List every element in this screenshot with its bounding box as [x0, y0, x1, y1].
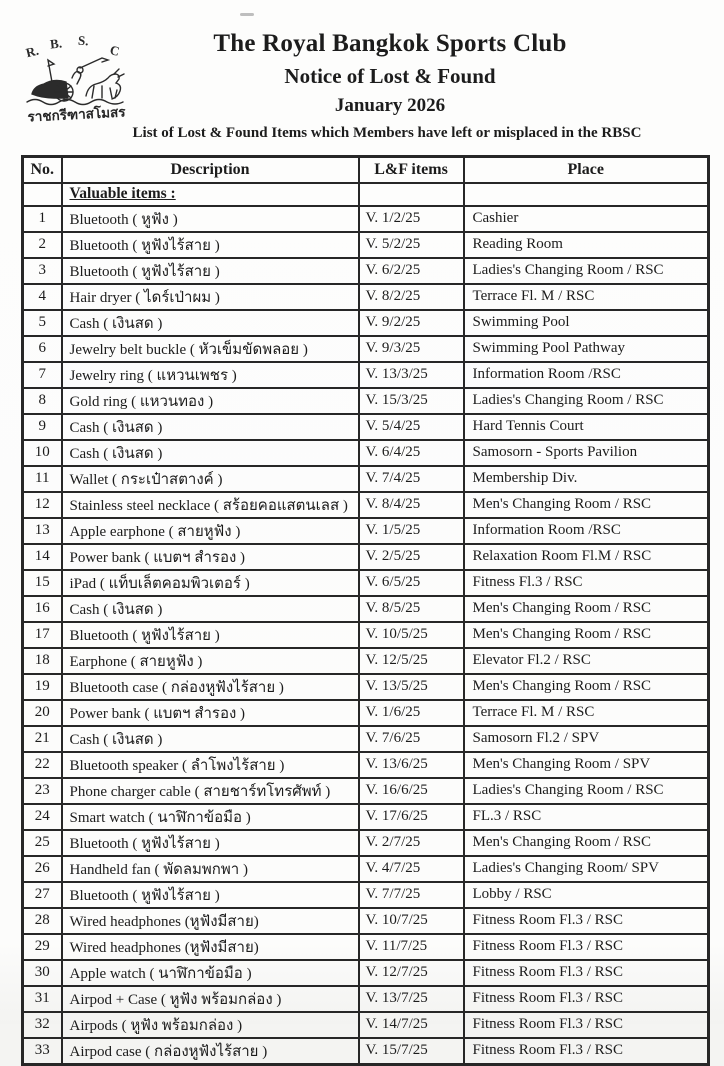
lf-item-code: V. 1/5/25 — [359, 518, 464, 544]
row-number: 26 — [23, 856, 62, 882]
table-row — [23, 466, 709, 492]
table-row — [23, 596, 709, 622]
lf-item-code: V. 10/5/25 — [359, 622, 464, 648]
table-row — [23, 856, 709, 882]
row-number: 30 — [23, 960, 62, 986]
table-row — [23, 206, 709, 232]
found-place: Membership Div. — [464, 466, 709, 492]
section-label-cell — [62, 183, 359, 206]
lf-item-code: V. 14/7/25 — [359, 1012, 464, 1038]
lf-item-code: V. 7/7/25 — [359, 882, 464, 908]
item-description: Wired headphones (หูฟังมีสาย) — [62, 934, 359, 960]
lf-item-code: V. 9/3/25 — [359, 336, 464, 362]
row-number: 11 — [23, 466, 62, 492]
table-row — [23, 882, 709, 908]
table-row — [23, 986, 709, 1012]
lf-item-code: V. 13/5/25 — [359, 674, 464, 700]
lf-item-code: V. 6/5/25 — [359, 570, 464, 596]
found-place: Lobby / RSC — [464, 882, 709, 908]
table-row — [23, 414, 709, 440]
found-place: Ladies's Changing Room / RSC — [464, 388, 709, 414]
item-description: Cash ( เงินสด ) — [62, 440, 359, 466]
lf-item-code: V. 17/6/25 — [359, 804, 464, 830]
found-place: Samosorn Fl.2 / SPV — [464, 726, 709, 752]
item-description: Bluetooth case ( กล่องหูฟังไร้สาย ) — [62, 674, 359, 700]
row-number: 25 — [23, 830, 62, 856]
table-row — [23, 1012, 709, 1038]
item-description: Bluetooth ( หูฟังไร้สาย ) — [62, 258, 359, 284]
page-title: The Royal Bangkok Sports Club — [213, 30, 567, 57]
lf-item-code: V. 8/2/25 — [359, 284, 464, 310]
item-description: Bluetooth ( หูฟังไร้สาย ) — [62, 622, 359, 648]
lf-item-code: V. 5/4/25 — [359, 414, 464, 440]
column-header-description: Description — [62, 157, 359, 183]
table-row — [23, 648, 709, 674]
row-number: 16 — [23, 596, 62, 622]
section-label: Valuable items : — [69, 185, 176, 202]
table-body — [23, 183, 709, 1065]
table-row — [23, 544, 709, 570]
notice-period: January 2026 — [334, 95, 446, 116]
row-number: 29 — [23, 934, 62, 960]
item-description: Power bank ( แบตฯ สำรอง ) — [62, 700, 359, 726]
item-description: Phone charger cable ( สายชาร์ทโทรศัพท์ ) — [62, 778, 359, 804]
item-description: Airpod case ( กล่องหูฟังไร้สาย ) — [62, 1038, 359, 1065]
table-header-row — [23, 157, 709, 183]
row-number: 7 — [23, 362, 62, 388]
found-place: Information Room /RSC — [464, 362, 709, 388]
table-row — [23, 726, 709, 752]
table-row — [23, 674, 709, 700]
section-empty-no — [23, 183, 62, 206]
lf-item-code: V. 1/6/25 — [359, 700, 464, 726]
found-place: Men's Changing Room / RSC — [464, 492, 709, 518]
table-row — [23, 336, 709, 362]
lf-item-code: V. 11/7/25 — [359, 934, 464, 960]
table-row — [23, 310, 709, 336]
notice-title: Notice of Lost & Found — [284, 64, 496, 88]
table-row — [23, 518, 709, 544]
found-place: Ladies's Changing Room/ SPV — [464, 856, 709, 882]
found-place: Men's Changing Room / RSC — [464, 674, 709, 700]
table-row — [23, 1038, 709, 1065]
found-place: Swimming Pool Pathway — [464, 336, 709, 362]
item-description: Handheld fan ( พัดลมพกพา ) — [62, 856, 359, 882]
row-number: 13 — [23, 518, 62, 544]
logo-letter-r: R. — [24, 42, 41, 61]
lf-item-code: V. 10/7/25 — [359, 908, 464, 934]
row-number: 4 — [23, 284, 62, 310]
table-row — [23, 908, 709, 934]
lf-item-code: V. 7/6/25 — [359, 726, 464, 752]
table-row — [23, 960, 709, 986]
row-number: 21 — [23, 726, 62, 752]
lf-item-code: V. 8/5/25 — [359, 596, 464, 622]
lf-item-code: V. 13/3/25 — [359, 362, 464, 388]
item-description: Jewelry belt buckle ( หัวเข็มขัดพลอย ) — [62, 336, 359, 362]
found-place: Men's Changing Room / RSC — [464, 622, 709, 648]
row-number: 6 — [23, 336, 62, 362]
found-place: Fitness Room Fl.3 / RSC — [464, 934, 709, 960]
row-number: 31 — [23, 986, 62, 1012]
found-place: Men's Changing Room / SPV — [464, 752, 709, 778]
lf-item-code: V. 2/5/25 — [359, 544, 464, 570]
section-empty-place — [464, 183, 709, 206]
found-place: Relaxation Room Fl.M / RSC — [464, 544, 709, 570]
lf-item-code: V. 6/4/25 — [359, 440, 464, 466]
lf-item-code: V. 13/7/25 — [359, 986, 464, 1012]
found-place: Terrace Fl. M / RSC — [464, 700, 709, 726]
row-number: 3 — [23, 258, 62, 284]
table-row — [23, 258, 709, 284]
found-place: Cashier — [464, 206, 709, 232]
logo-letter-b: B. — [49, 35, 63, 52]
found-place: Information Room /RSC — [464, 518, 709, 544]
table-row — [23, 388, 709, 414]
column-header-no: No. — [23, 157, 62, 183]
table-row — [23, 362, 709, 388]
row-number: 2 — [23, 232, 62, 258]
table-row — [23, 440, 709, 466]
found-place: Fitness Room Fl.3 / RSC — [464, 1012, 709, 1038]
item-description: Hair dryer ( ไดร์เป่าผม ) — [62, 284, 359, 310]
lf-item-code: V. 4/7/25 — [359, 856, 464, 882]
item-description: Bluetooth ( หูฟังไร้สาย ) — [62, 232, 359, 258]
item-description: Apple watch ( นาฬิกาข้อมือ ) — [62, 960, 359, 986]
lf-item-code: V. 7/4/25 — [359, 466, 464, 492]
item-description: Bluetooth ( หูฟัง ) — [62, 206, 359, 232]
item-description: Wallet ( กระเป๋าสตางค์ ) — [62, 466, 359, 492]
item-description: Airpod + Case ( หูฟัง พร้อมกล่อง ) — [62, 986, 359, 1012]
lf-item-code: V. 8/4/25 — [359, 492, 464, 518]
rbsc-logo-thai-name: ราชกรีฑาสโมสร — [27, 104, 126, 126]
item-description: Cash ( เงินสด ) — [62, 310, 359, 336]
row-number: 17 — [23, 622, 62, 648]
item-description: Gold ring ( แหวนทอง ) — [62, 388, 359, 414]
table-row — [23, 284, 709, 310]
found-place: Fitness Room Fl.3 / RSC — [464, 1038, 709, 1065]
document-header — [0, 0, 724, 150]
row-number: 33 — [23, 1038, 62, 1065]
found-place: Fitness Room Fl.3 / RSC — [464, 960, 709, 986]
table-row — [23, 492, 709, 518]
row-number: 28 — [23, 908, 62, 934]
item-description: Stainless steel necklace ( สร้อยคอแสตนเลส ) — [62, 492, 359, 518]
row-number: 15 — [23, 570, 62, 596]
logo-letter-c: C — [108, 42, 122, 59]
item-description: Airpods ( หูฟัง พร้อมกล่อง ) — [62, 1012, 359, 1038]
section-row — [23, 183, 709, 206]
lf-item-code: V. 15/7/25 — [359, 1038, 464, 1065]
found-place: Fitness Room Fl.3 / RSC — [464, 986, 709, 1012]
table-row — [23, 830, 709, 856]
found-place: Terrace Fl. M / RSC — [464, 284, 709, 310]
table-row — [23, 752, 709, 778]
row-number: 8 — [23, 388, 62, 414]
lf-item-code: V. 1/2/25 — [359, 206, 464, 232]
item-description: Bluetooth ( หูฟังไร้สาย ) — [62, 882, 359, 908]
row-number: 27 — [23, 882, 62, 908]
found-place: Elevator Fl.2 / RSC — [464, 648, 709, 674]
table-row — [23, 804, 709, 830]
table-row — [23, 700, 709, 726]
table-row — [23, 778, 709, 804]
column-header-place: Place — [464, 157, 709, 183]
item-description: Smart watch ( นาฬิกาข้อมือ ) — [62, 804, 359, 830]
row-number: 9 — [23, 414, 62, 440]
found-place: Hard Tennis Court — [464, 414, 709, 440]
item-description: Cash ( เงินสด ) — [62, 726, 359, 752]
item-description: iPad ( แท็บเล็ตคอมพิวเตอร์ ) — [62, 570, 359, 596]
row-number: 24 — [23, 804, 62, 830]
found-place: Ladies's Changing Room / RSC — [464, 258, 709, 284]
row-number: 10 — [23, 440, 62, 466]
lf-item-code: V. 16/6/25 — [359, 778, 464, 804]
table-row — [23, 622, 709, 648]
list-description-line: List of Lost & Found Items which Members have left or misplaced in the RBSC — [132, 125, 642, 141]
lf-item-code: V. 9/2/25 — [359, 310, 464, 336]
table-header — [23, 157, 709, 183]
item-description: Jewelry ring ( แหวนเพชร ) — [62, 362, 359, 388]
row-number: 22 — [23, 752, 62, 778]
row-number: 19 — [23, 674, 62, 700]
lost-found-table — [21, 155, 710, 1066]
table-row — [23, 232, 709, 258]
item-description: Wired headphones (หูฟังมีสาย) — [62, 908, 359, 934]
found-place: Samosorn - Sports Pavilion — [464, 440, 709, 466]
lf-item-code: V. 15/3/25 — [359, 388, 464, 414]
lf-item-code: V. 5/2/25 — [359, 232, 464, 258]
found-place: Ladies's Changing Room / RSC — [464, 778, 709, 804]
item-description: Earphone ( สายหูฟัง ) — [62, 648, 359, 674]
item-description: Apple earphone ( สายหูฟัง ) — [62, 518, 359, 544]
rbsc-logo — [24, 30, 129, 125]
table-row — [23, 934, 709, 960]
lf-item-code: V. 6/2/25 — [359, 258, 464, 284]
lf-item-code: V. 13/6/25 — [359, 752, 464, 778]
row-number: 32 — [23, 1012, 62, 1038]
section-empty-lf — [359, 183, 464, 206]
item-description: Cash ( เงินสด ) — [62, 414, 359, 440]
item-description: Bluetooth speaker ( ลำโพงไร้สาย ) — [62, 752, 359, 778]
row-number: 23 — [23, 778, 62, 804]
found-place: Reading Room — [464, 232, 709, 258]
found-place: Men's Changing Room / RSC — [464, 830, 709, 856]
found-place: Fitness Room Fl.3 / RSC — [464, 908, 709, 934]
row-number: 14 — [23, 544, 62, 570]
lf-item-code: V. 12/5/25 — [359, 648, 464, 674]
lf-item-code: V. 12/7/25 — [359, 960, 464, 986]
title-block — [56, 0, 724, 117]
row-number: 18 — [23, 648, 62, 674]
found-place: Men's Changing Room / RSC — [464, 596, 709, 622]
row-number: 12 — [23, 492, 62, 518]
row-number: 5 — [23, 310, 62, 336]
item-description: Bluetooth ( หูฟังไร้สาย ) — [62, 830, 359, 856]
row-number: 1 — [23, 206, 62, 232]
row-number: 20 — [23, 700, 62, 726]
found-place: Fitness Fl.3 / RSC — [464, 570, 709, 596]
table-row — [23, 570, 709, 596]
item-description: Cash ( เงินสด ) — [62, 596, 359, 622]
found-place: Swimming Pool — [464, 310, 709, 336]
found-place: FL.3 / RSC — [464, 804, 709, 830]
item-description: Power bank ( แบตฯ สำรอง ) — [62, 544, 359, 570]
lf-item-code: V. 2/7/25 — [359, 830, 464, 856]
logo-letter-s: S. — [77, 32, 90, 49]
column-header-lf-items: L&F items — [359, 157, 464, 183]
